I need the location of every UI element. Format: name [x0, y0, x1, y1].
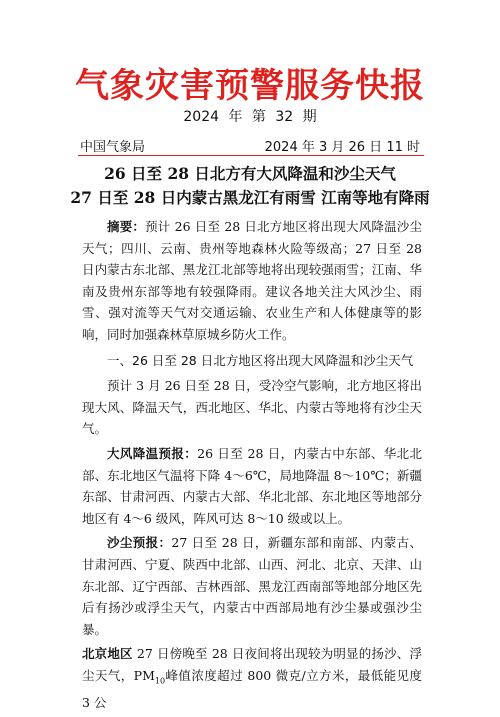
beijing-paragraph — [82, 643, 422, 713]
dust-forecast-paragraph — [82, 532, 422, 640]
dust-forecast-text: 27 日至 28 日，新疆东部和南部、内蒙古、甘肃河西、宁夏、陕西中北部、山西、河北、北京、天津、山东北部、辽宁西部、吉林西部、黑龙江西南部等地部分地区先后有扬沙或浮尘天气，内蒙古中西部局地有沙尘暴或强沙尘暴。 — [82, 535, 422, 637]
abstract-paragraph — [82, 216, 422, 346]
beijing-text-start: 27 日傍晚至 28 日夜间将出现较为明显的扬沙、浮尘天气，PM — [82, 646, 422, 683]
abstract-text: 预计 26 日至 28 日北方地区将出现大风降温沙尘天气；四川、云南、贵州等地森林火险等级高；27 日至 28 日内蒙古东北部、黑龙江北部等地将出现较强雨雪；江南、华南及贵州东部等地有较强降雨。建议各地关注大风沙尘、雨雪、强对流等天气对交通运输、农业生产和人体健康等的影响，同时加强森林草原城乡防火工作。 — [82, 219, 422, 342]
pm-subscript: 10 — [154, 676, 166, 686]
wind-forecast-paragraph — [82, 443, 422, 529]
wind-forecast-text: 26 日至 28 日，内蒙古中东部、华北北部、东北地区气温将下降 4～6℃，局地降温 8～10℃；新疆东部、甘肃河西、内蒙古大部、华北北部、东北地区等地部分地区有 4～6 级风，阵风可达 8～10 级或以上。 — [82, 445, 422, 526]
abstract-label: 摘要： — [107, 219, 146, 234]
section-1-intro: 预计 3 月 26 日至 28 日，受冷空气影响，北方地区将出现大风、降温天气，西北地区、华北、内蒙古等地将有沙尘天气。 — [82, 378, 422, 437]
beijing-text-end: 峰值浓度超过 800 微克/立方米，最低能见度 3 公 — [82, 667, 422, 710]
issuing-agency: 中国气象局 — [80, 140, 146, 155]
meta-row — [80, 136, 420, 155]
issue-number: 2024 年 第 32 期 — [183, 109, 317, 125]
header-divider — [78, 155, 424, 156]
dust-forecast-label: 沙尘预报： — [107, 535, 172, 551]
bulletin-title: 气象灾害预警服务快报 — [75, 66, 425, 106]
headline-2: 27 日至 28 日内蒙古黑龙江有雨雪 江南等地有降雨 — [70, 188, 430, 207]
issue-datetime: 2024 年 3 月 26 日 11 时 — [264, 140, 420, 155]
headline-1: 26 日至 28 日北方有大风降温和沙尘天气 — [104, 164, 396, 183]
bulletin-body — [82, 216, 422, 717]
wind-forecast-label: 大风降温预报： — [107, 445, 198, 461]
section-1-title: 一、26 日至 28 日北方地区将出现大风降温和沙尘天气 — [107, 352, 414, 368]
beijing-label: 北京地区 — [82, 646, 133, 662]
